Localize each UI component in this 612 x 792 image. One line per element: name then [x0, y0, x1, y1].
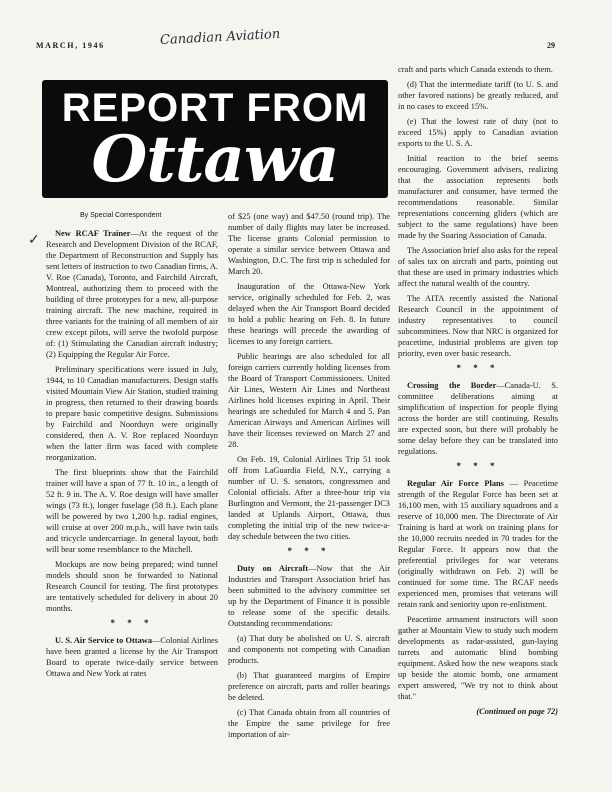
- article-paragraph: [398, 380, 558, 457]
- section-divider: * * *: [287, 546, 331, 556]
- paragraph-text: Public hearings are also scheduled for all foreign carriers currently holding licenses from the Board of Transport Commissioners. United Air Lines, Western Air Lines and Northeast Airlines hold licenses expiring in April. Their hearings are scheduled for March 4 and 5. Pan American Airways and American Airlines will have their licenses reviewed on March 27 and 28.: [228, 352, 390, 449]
- paragraph-text: craft and parts which Canada extends to them.: [398, 65, 553, 74]
- section-heading: New RCAF Trainer: [55, 229, 131, 238]
- issue-date: MARCH, 1946: [36, 41, 105, 50]
- paragraph-text: —Colonial Airlines have been granted a license by the Air Transport Board to operate twice-daily service between Ottawa and New York at rates: [46, 636, 218, 678]
- title-banner: [42, 80, 388, 198]
- paragraph-text: Preliminary specifications were issued in July, 1944, to 10 Canadian manufacturers. Design staffs visited Mountain View Air Station, studied training in progress, then returned to their drawing boards to prepare basic competitive designs. Submissions by Fairchild and Noorduyn were originally considered, then A. V. Roe replaced Noorduyn when the latter firm was faced with complete reorganization.: [46, 365, 218, 462]
- section-heading: Regular Air Force Plans: [407, 479, 504, 488]
- column-2: [228, 211, 390, 744]
- section-heading: U. S. Air Service to Ottawa: [55, 636, 153, 645]
- paragraph-text: The AITA recently assisted the National Research Council in the appointment of industry representatives to council subcommittees. Now that NRC is organized for peacetime, industrial problems are given top priority, even over basic research.: [398, 294, 558, 358]
- banner-title: REPORT FROM: [61, 86, 369, 130]
- article-paragraph: [398, 153, 558, 241]
- column-1: [46, 228, 218, 683]
- article-paragraph: [398, 64, 558, 75]
- paragraph-text: (d) That the intermediate tariff (to U. S. and other favored nations) be greatly reduced, and in no cases to exceed 15%.: [398, 80, 558, 111]
- column-3: [398, 64, 558, 717]
- paragraph-text: — Peacetime strength of the Regular Force has been set at 16,100 men, with 15 auxiliary squadrons and a reserve of 10,000 men. The Directorate of Air Training is hard at work on training plans for the 10,000 recruits needed in 70 trades for the Regular Force. It appears now that the preferential privileges for war veterans (originally withdrawn on Feb. 2) will be continued for some time. The RCAF needs experienced men, promises that veterans will retain rank and seniority upon re-enlistment.: [398, 479, 558, 609]
- paragraph-text: The first blueprints show that the Fairchild trainer will have a span of 77 ft. 10 in., a length of 52 ft. 9 in. The A. V. Roe design will have smaller wings (73 ft.), longer fuselage (58 ft.). Each plane will be powered by two 1,200 h.p. radial engines, will cruise at over 200 m.p.h., will have twin tails and tricycle undercarriage. In general layout, both will bear some resemblance to the Mitchell.: [46, 468, 218, 554]
- paragraph-text: Inauguration of the Ottawa-New York service, originally scheduled for Feb. 2, was delayed when the Air Transport Board decided to hold a public hearing on Feb. 8. In future these hearings will precede the awarding of licenses to any foreign carriers.: [228, 282, 390, 346]
- article-paragraph: [398, 614, 558, 702]
- handwritten-note: Canadian Aviation: [159, 26, 281, 49]
- article-paragraph: [398, 116, 558, 149]
- article-paragraph: [46, 635, 218, 679]
- article-paragraph: [46, 364, 218, 463]
- section-heading: Duty on Aircraft: [237, 564, 309, 573]
- article-paragraph: [228, 670, 390, 703]
- article-paragraph: [228, 281, 390, 347]
- page-number: 29: [547, 41, 555, 50]
- article-paragraph: [228, 563, 390, 629]
- paragraph-text: Mockups are now being prepared; wind tunnel models should soon be forwarded to National Research Council for testing. The first prototypes are tentatively scheduled for delivery in about 20 months.: [46, 560, 218, 613]
- paragraph-text: (e) That the lowest rate of duty (not to exceed 15%) apply to Canadian aviation exports to the U. S. A.: [398, 117, 558, 148]
- article-paragraph: [398, 245, 558, 289]
- article-paragraph: [398, 478, 558, 610]
- paragraph-text: (c) That Canada obtain from all countries of the Empire the same privilege for free importation of air-: [228, 708, 390, 739]
- paragraph-text: The Association brief also asks for the repeal of sales tax on aircraft and parts, pointing out that these are used in primary industries which affect the natural wealth of the country.: [398, 246, 558, 288]
- byline: By Special Correspondent: [80, 212, 162, 219]
- section-divider: * * *: [456, 363, 500, 373]
- paragraph-text: —Now that the Air Industries and Transport Association brief has been submitted to the advisory committee set up by the Department of Finance it is possible to release some of the specific details. Outstanding recommendations:: [228, 564, 390, 628]
- article-paragraph: [398, 293, 558, 359]
- section-divider: * * *: [456, 461, 500, 471]
- article-paragraph: [228, 211, 390, 277]
- paragraph-text: of $25 (one way) and $47.50 (round trip). The number of daily flights may later be increased. The license grants Colonial permission to operate a similar service between Ottawa and Washington, D.C. The first trip is scheduled for March 20.: [228, 212, 390, 276]
- article-paragraph: [46, 467, 218, 555]
- article-paragraph: [228, 707, 390, 740]
- article-paragraph: [46, 228, 218, 360]
- article-paragraph: [228, 454, 390, 542]
- paragraph-text: Initial reaction to the brief seems encouraging. Government advisers, realizing that the association represents both manufacturer and consumer, have termed the recommendations reasonable. Similar representations concerning gliders (which are subject to the same regulations) have been made by the Soaring Association of Canada.: [398, 154, 558, 240]
- section-divider: * * *: [110, 618, 154, 628]
- paragraph-text: On Feb. 19, Colonial Airlines Trip 51 took off from LaGuardia Field, N.Y., carrying a number of U. S. senators, congressmen and Colonial officials. After a three-hour trip via Burlington and Vermont, the 21-passenger DC3 landed at Uplands Airport, Ottawa, thus completing the initial trip of the new twice-a-day schedule between the two cities.: [228, 455, 390, 541]
- section-heading: Crossing the Border: [407, 381, 497, 390]
- banner-script-title: Ottawa: [91, 122, 339, 197]
- paragraph-text: —Canada-U. S. committee deliberations aiming at simplification of inspection for people flying across the border are still continuing. Results are expected soon, but there will probably be some delay before they can be translated into regulations.: [398, 381, 558, 456]
- paragraph-text: —At the request of the Research and Development Division of the RCAF, the Department of Reconstruction and Supply has sent letters of instruction to two Canadian firms, A. V. Roe (Canada), Toronto, and Fairchild Aircraft, Montreal, authorizing them to proceed with the building of three prototypes for a new, all-purpose training aircraft. The new machine, required in three variants for the training of all members of air crew except pilots, will serve the twofold purpose of: (1) Stimulating the Canadian aircraft industry; (2) Equipping the Regular Air Force.: [46, 229, 219, 359]
- margin-check-mark: ✓: [28, 233, 40, 248]
- article-paragraph: [398, 79, 558, 112]
- article-paragraph: [228, 351, 390, 450]
- article-paragraph: [228, 633, 390, 666]
- paragraph-text: (a) That duty be abolished on U. S. aircraft and components not competing with Canadian products.: [228, 634, 390, 665]
- continued-note: (Continued on page 72): [476, 707, 558, 716]
- article-paragraph: [46, 559, 218, 614]
- paragraph-text: (b) That guaranteed margins of Empire preference on aircraft, parts and roller bearings be deleted.: [228, 671, 390, 702]
- paragraph-text: Peacetime armament instructors will soon gather at Mountain View to study such modern developments as radar-assisted, gun-laying turrets and automatic blind bombing equipment. Asked how the new weapons stack up beside the atomic bomb, one armament expert answered, "We try not to think about that.": [398, 615, 558, 701]
